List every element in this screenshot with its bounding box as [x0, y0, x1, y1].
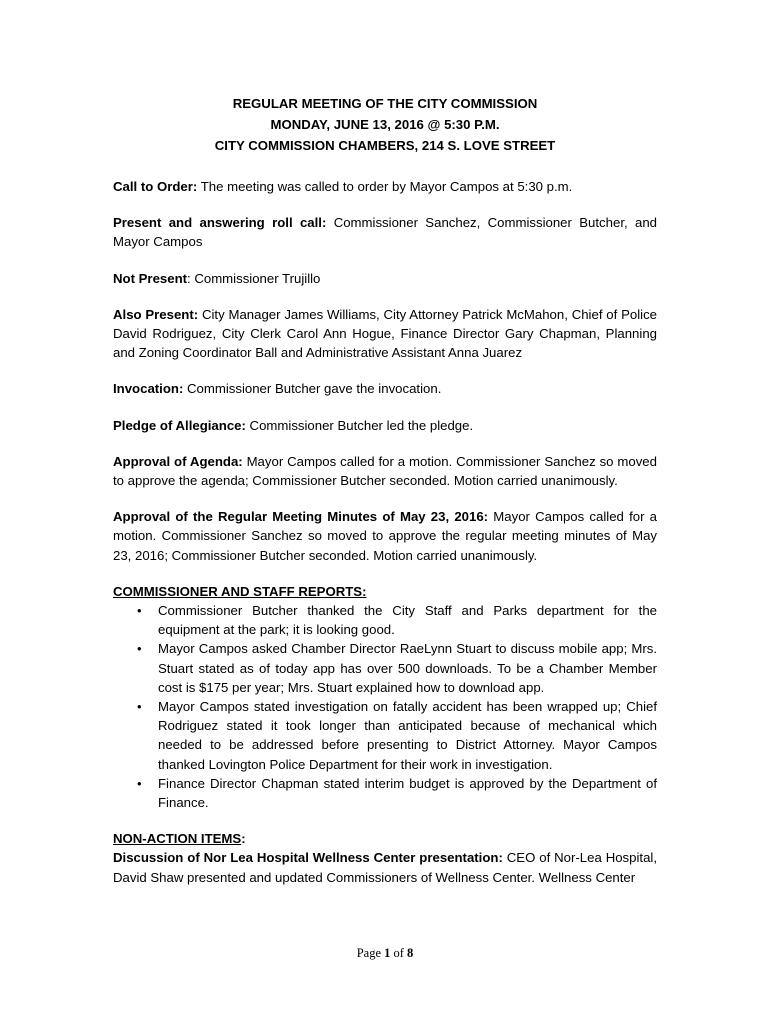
- present-label: Present and answering roll call:: [113, 215, 327, 231]
- reports-list: [113, 601, 657, 812]
- document-body: [113, 93, 657, 887]
- minutes-approval-text: Mayor Campos called for a motion. Commissioner Sanchez so moved to approve the regular meeting minutes of May 23, 2016; Commissioner Butcher seconded. Motion carried unanimously.: [113, 509, 657, 563]
- not-present-label: Not Present: [113, 270, 188, 286]
- report-text: Mayor Campos stated investigation on fatally accident has been wrapped up; Chief Rodriguez stated it took longer than anticipated because of mechanical which needed to be addressed before presenting to District Attorney. Mayor Campos thanked Lovington Police Department for their work in investigation.: [158, 699, 657, 772]
- call-to-order-text: The meeting was called to order by Mayor Campos at 5:30 p.m.: [197, 179, 573, 194]
- pledge-text: Commissioner Butcher led the pledge.: [245, 417, 474, 433]
- also-present-label: Also Present:: [113, 306, 199, 322]
- non-action-title: NON-ACTION ITEMS: [113, 831, 242, 847]
- bullet-icon: •: [137, 699, 142, 715]
- wellness-center-paragraph: [113, 848, 657, 886]
- not-present-text: : Commissioner Trujillo: [187, 270, 321, 286]
- agenda-approval-label: Approval of Agenda:: [113, 453, 243, 469]
- also-present-text: City Manager James Williams, City Attorney Patrick McMahon, Chief of Police David Rodriguez, City Clerk Carol Ann Hogue, Finance Director Gary Chapman, Planning and Zoning Coordinator Ball and Administrative Assistant Anna Juarez: [113, 306, 658, 361]
- present-paragraph: [113, 213, 657, 251]
- not-present-paragraph: [113, 269, 657, 288]
- present-text: Commissioner Sanchez, Commissioner Butcher, and Mayor Campos: [113, 215, 657, 250]
- list-item: [113, 774, 657, 812]
- meeting-header: [113, 93, 657, 156]
- minutes-approval-label: Approval of the Regular Meeting Minutes of May 23, 2016:: [113, 509, 489, 525]
- bullet-icon: •: [137, 603, 142, 619]
- also-present-paragraph: [113, 305, 657, 363]
- call-to-order-label: Call to Order:: [113, 179, 198, 194]
- list-item: [113, 639, 657, 697]
- agenda-approval-text: Mayor Campos called for a motion. Commissioner Sanchez so moved to approve the agenda; Commissioner Butcher seconded. Motion carried unanimously.: [113, 453, 657, 489]
- header-date: MONDAY, JUNE 13, 2016 @ 5:30 P.M.: [270, 117, 500, 132]
- list-item: [113, 601, 657, 639]
- non-action-section-title: [113, 829, 657, 848]
- agenda-approval-paragraph: [113, 452, 657, 490]
- invocation-paragraph: [113, 379, 657, 398]
- report-text: Mayor Campos asked Chamber Director RaeLynn Stuart to discuss mobile app; Mrs. Stuart stated as of today app has over 500 downloads. To be a Chamber Member cost is $175 per year; Mrs. Stuart explained how to download app.: [158, 641, 657, 695]
- list-item: [113, 697, 657, 774]
- bullet-icon: •: [137, 641, 142, 657]
- header-title: REGULAR MEETING OF THE CITY COMMISSION: [232, 96, 538, 111]
- page-current: 1: [384, 946, 391, 960]
- pledge-paragraph: [113, 416, 657, 435]
- header-location: CITY COMMISSION CHAMBERS, 214 S. LOVE STREET: [214, 138, 556, 153]
- call-to-order-paragraph: [113, 177, 657, 196]
- wellness-center-text: CEO of Nor-Lea Hospital, David Shaw presented and updated Commissioners of Wellness Center. Wellness Center: [113, 850, 657, 885]
- page-of: of: [390, 946, 408, 960]
- reports-section-title: COMMISSIONER AND STAFF REPORTS:: [113, 583, 367, 599]
- report-text: Finance Director Chapman stated interim budget is approved by the Department of Finance.: [158, 775, 657, 811]
- wellness-center-label: Discussion of Nor Lea Hospital Wellness Center presentation:: [113, 850, 503, 866]
- invocation-label: Invocation:: [113, 381, 184, 397]
- page-total: 8: [407, 946, 414, 960]
- page-prefix: Page: [356, 946, 385, 960]
- invocation-text: Commissioner Butcher gave the invocation.: [183, 381, 442, 397]
- minutes-approval-paragraph: [113, 507, 657, 565]
- non-action-title-colon: :: [241, 831, 246, 847]
- bullet-icon: •: [137, 775, 142, 791]
- report-text: Commissioner Butcher thanked the City Staff and Parks department for the equipment at the park; it is looking good.: [158, 603, 657, 638]
- page-footer: [0, 946, 770, 961]
- pledge-label: Pledge of Allegiance:: [113, 417, 246, 433]
